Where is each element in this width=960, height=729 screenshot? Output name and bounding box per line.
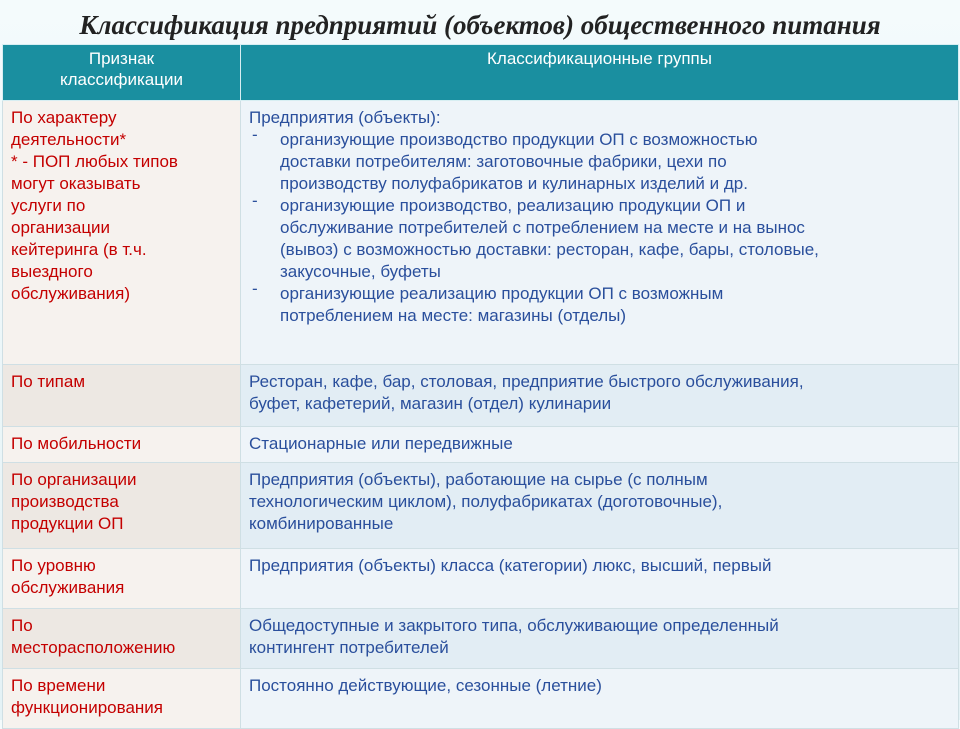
list-item-line: - организующие реализацию продукции ОП с возможным [280, 284, 724, 303]
groups-line: Стационарные или передвижные [249, 434, 513, 453]
criterion-line: По организации [11, 470, 137, 489]
criterion-line: функционирования [11, 698, 163, 717]
criterion-cell [3, 549, 241, 609]
criterion-line: деятельности* [11, 130, 127, 149]
criterion-line: месторасположению [11, 638, 176, 657]
table-header-row [3, 45, 959, 101]
table-row [3, 609, 959, 669]
list-item-line: (вывоз) с возможностью доставки: ресторан, кафе, бары, столовые, [280, 240, 819, 259]
groups-line: Предприятия (объекты) класса (категории) люкс, высший, первый [249, 556, 772, 575]
groups-cell [241, 463, 959, 549]
groups-cell [241, 609, 959, 669]
groups-line: Ресторан, кафе, бар, столовая, предприятие быстрого обслуживания, [249, 372, 804, 391]
table-row [3, 463, 959, 549]
criterion-line: * - ПОП любых типов [11, 152, 178, 171]
criterion-cell [3, 365, 241, 427]
list-item-line: закусочные, буфеты [280, 262, 441, 281]
criterion-line: обслуживания) [11, 284, 131, 303]
groups-line: Общедоступные и закрытого типа, обслуживающие определенный [249, 616, 779, 635]
table-row [3, 549, 959, 609]
groups-cell [241, 365, 959, 427]
groups-cell [241, 427, 959, 463]
list-item-line: обслуживание потребителей с потреблением на месте и на вынос [280, 218, 805, 237]
list-item-line: - организующие производство продукции ОП с возможностью [280, 130, 758, 149]
table-row [3, 101, 959, 365]
groups-line: контингент потребителей [249, 638, 449, 657]
groups-line: технологическим циклом), полуфабрикатах (доготовочные), [249, 492, 723, 511]
criterion-cell [3, 101, 241, 365]
list-item-line: - организующие производство, реализацию продукции ОП и [280, 196, 746, 215]
criterion-line: По характеру [11, 108, 117, 127]
groups-cell [241, 549, 959, 609]
criterion-line: По [11, 616, 33, 635]
list-item [249, 129, 950, 195]
groups-cell [241, 101, 959, 365]
criterion-line: организации [11, 218, 111, 237]
criterion-line: кейтеринга (в т.ч. [11, 240, 147, 259]
criterion-line: продукции ОП [11, 514, 124, 533]
criterion-line: По мобильности [11, 434, 142, 453]
header-groups [241, 45, 959, 101]
criterion-line: производства [11, 492, 119, 511]
table-row [3, 427, 959, 463]
criterion-line: обслуживания [11, 578, 125, 597]
criterion-line: По типам [11, 372, 86, 391]
groups-line: Предприятия (объекты), работающие на сырье (с полным [249, 470, 708, 489]
groups-line: комбинированные [249, 514, 394, 533]
header-criterion [3, 45, 241, 101]
criterion-line: выездного [11, 262, 93, 281]
criterion-line: услуги по [11, 196, 86, 215]
criterion-cell [3, 609, 241, 669]
table-row [3, 365, 959, 427]
groups-list [249, 129, 950, 327]
header-criterion-line: классификации [60, 70, 183, 89]
header-groups-label: Классификационные группы [487, 49, 712, 68]
page-title: Классификация предприятий (объектов) общественного питания [79, 10, 881, 40]
groups-line: Постоянно действующие, сезонные (летние) [249, 676, 602, 695]
groups-line: буфет, кафетерий, магазин (отдел) кулинарии [249, 394, 612, 413]
criterion-line: По уровню [11, 556, 96, 575]
list-item-line: потреблением на месте: магазины (отделы) [280, 306, 627, 325]
list-item-line: производству полуфабрикатов и кулинарных изделий и др. [280, 174, 748, 193]
criterion-cell [3, 463, 241, 549]
list-item [249, 283, 950, 327]
criterion-line: По времени [11, 676, 106, 695]
list-item-line: доставки потребителям: заготовочные фабрики, цехи по [280, 152, 727, 171]
classification-table [2, 44, 959, 729]
list-item [249, 195, 950, 283]
header-criterion-line: Признак [88, 49, 155, 68]
criterion-line: могут оказывать [11, 174, 141, 193]
criterion-cell [3, 427, 241, 463]
groups-intro: Предприятия (объекты): [249, 108, 441, 127]
